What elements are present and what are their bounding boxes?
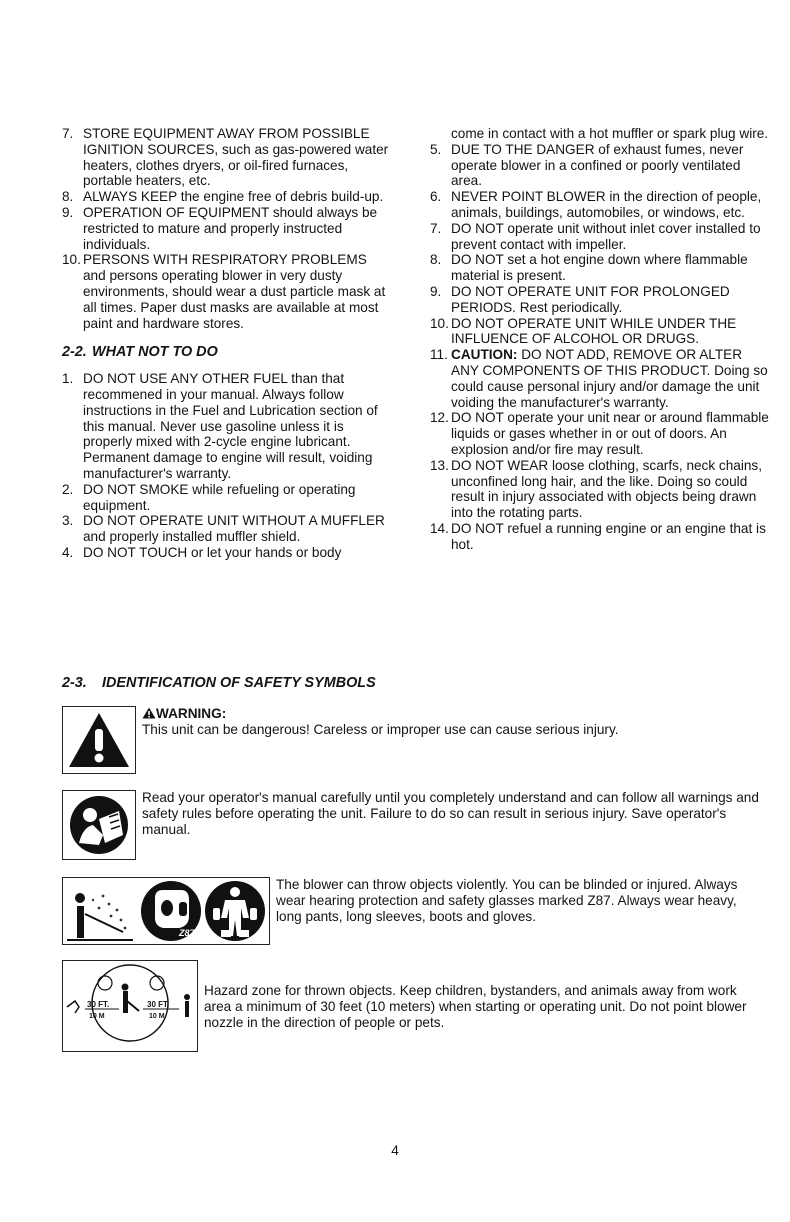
what-not-to-do-list	[62, 371, 392, 561]
list-item: 2. DO NOT SMOKE while refueling or operating equipment.	[62, 481, 356, 513]
left-column	[62, 126, 392, 561]
warning-triangle-icon	[62, 706, 136, 774]
list-item: 10. PERSONS WITH RESPIRATORY PROBLEMS and persons operating blower in very dusty environments, should wear a dust particle mask at all times. Paper dust masks are available at most paint and hardware stores.	[62, 252, 386, 331]
read-manual-icon	[62, 790, 136, 860]
hazard-zone-icon	[63, 961, 197, 1051]
page-number: 4	[391, 1143, 399, 1158]
list-item: 11. CAUTION: DO NOT ADD, REMOVE OR ALTER ANY COMPONENTS OF THIS PRODUCT. Doing so could cause personal injury and/or damage the unit voiding the manufacturer's warranty.	[430, 347, 768, 410]
protective-equipment-icon-box	[62, 877, 270, 945]
caution-label: CAUTION:	[451, 347, 518, 363]
hazard-feet-left: 30 FT.	[87, 1000, 110, 1009]
right-column	[430, 126, 770, 553]
what-not-to-do-list-continued	[430, 142, 770, 553]
list-item: 6. NEVER POINT BLOWER in the direction of people, animals, buildings, automobiles, or windows, etc.	[430, 189, 762, 220]
warning-heading: WARNING:	[142, 706, 762, 722]
hazard-zone-icon-box	[62, 960, 198, 1052]
z87-mark: Z87	[179, 928, 195, 938]
list-item: 7. STORE EQUIPMENT AWAY FROM POSSIBLE IGNITION SOURCES, such as gas-powered water heaters, clothes dryers, or oil-fired furnaces, portable heaters, etc.	[62, 126, 389, 189]
list-item: 10. DO NOT OPERATE UNIT WHILE UNDER THE INFLUENCE OF ALCOHOL OR DRUGS.	[430, 315, 737, 347]
list-item: 9. DO NOT OPERATE UNIT FOR PROLONGED PERIODS. Rest periodically.	[430, 283, 730, 315]
hazard-meters-left: 10 M	[89, 1013, 105, 1020]
hazard-zone-description: Hazard zone for thrown objects. Keep children, bystanders, and animals away from work area a minimum of 30 feet (10 meters) when starting or operating unit. Do not point blower nozzle in the direction of people or pets.	[204, 983, 747, 1030]
list-item: 12. DO NOT operate your unit near or around flammable liquids or gases whether in or out of doors. An explosion and/or fire may result.	[430, 410, 769, 457]
protective-equipment-description: The blower can throw objects violently. You can be blinded or injured. Always wear hearing protection and safety glasses marked Z87. Always wear heavy, long pants, long sleeves, boots and gloves.	[276, 877, 738, 924]
symbol-row-warning	[62, 706, 762, 774]
list-item: 5. DUE TO THE DANGER of exhaust fumes, never operate blower in a confined or poorly ventilated area.	[430, 141, 744, 189]
list-item: 4. DO NOT TOUCH or let your hands or body	[62, 544, 342, 560]
list-item: 14. DO NOT refuel a running engine or an engine that is hot.	[430, 520, 766, 552]
list-item: 3. DO NOT OPERATE UNIT WITHOUT A MUFFLER and properly installed muffler shield.	[62, 513, 385, 545]
list-item: 9. OPERATION OF EQUIPMENT should always be restricted to mature and properly instructed individuals.	[62, 204, 378, 252]
list-item: 8. DO NOT set a hot engine down where flammable material is present.	[430, 252, 748, 284]
list-item: 1. DO NOT USE ANY OTHER FUEL than that recommened in your manual. Always follow instructions in the Fuel and Lubrication section of this manual. Never use gasoline unless it is properly mixed with 2-cycle engine lubricant. Permanent damage to engine will result, voiding manufacturer's warranty.	[62, 371, 378, 481]
small-warning-icon	[142, 707, 156, 719]
list-item: 13. DO NOT WEAR loose clothing, scarfs, neck chains, unconfined long hair, and the like. Doing so could result in injury associated with objects being drawn into the rotating parts.	[430, 457, 763, 521]
symbol-row-protective-equipment	[62, 877, 762, 945]
symbol-row-hazard-zone	[62, 960, 762, 1052]
protective-clothing-icon	[205, 881, 265, 941]
manual-description: Read your operator's manual carefully until you completely understand and can follow all warnings and safety rules before operating the unit. Failure to do so can result in serious injury. Save operator's manual.	[142, 790, 759, 837]
eye-ear-protection-icon	[141, 881, 201, 941]
thrown-debris-icon	[67, 893, 133, 940]
list-item: 8. ALWAYS KEEP the engine free of debris build-up.	[62, 189, 384, 205]
safety-list-continued	[62, 126, 392, 331]
warning-description	[142, 706, 762, 738]
hazard-meters-right: 10 M	[149, 1013, 165, 1020]
list-item: 7. DO NOT operate unit without inlet cover installed to prevent contact with impeller.	[430, 220, 761, 252]
section-heading-safety-symbols: 2-3. IDENTIFICATION OF SAFETY SYMBOLS	[62, 675, 376, 691]
warning-text: This unit can be dangerous! Careless or improper use can cause serious injury.	[142, 722, 619, 737]
section-heading-what-not-to-do: 2-2. WHAT NOT TO DO	[62, 344, 218, 361]
symbol-row-read-manual	[62, 790, 762, 860]
hazard-feet-right: 30 FT.	[147, 1000, 170, 1009]
list-item-continuation: come in contact with a hot muffler or spark plug wire.	[451, 126, 769, 141]
